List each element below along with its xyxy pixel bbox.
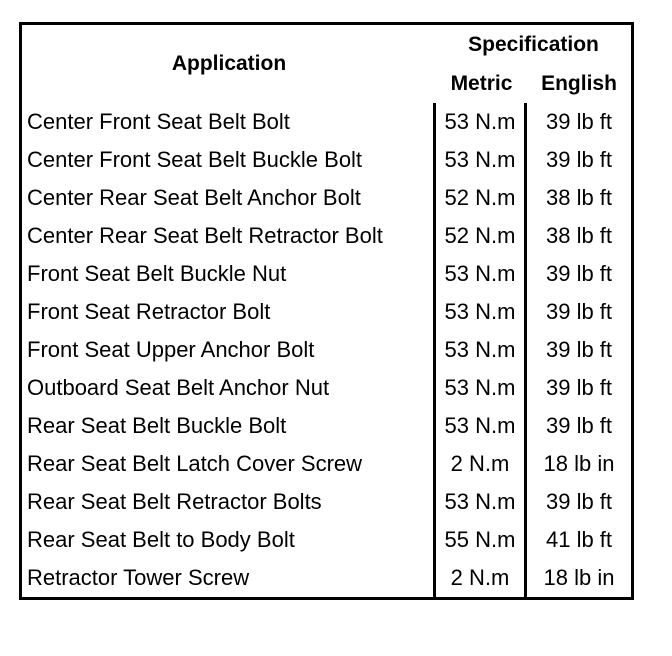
table-row [22,179,631,217]
cell-application: Center Rear Seat Belt Anchor Bolt [22,179,436,217]
cell-application: Outboard Seat Belt Anchor Nut [22,369,436,407]
cell-application: Front Seat Belt Buckle Nut [22,255,436,293]
table-row [22,293,631,331]
cell-metric: 53 N.m [436,293,527,331]
table-row [22,217,631,255]
cell-application: Front Seat Upper Anchor Bolt [22,331,436,369]
cell-application: Center Rear Seat Belt Retractor Bolt [22,217,436,255]
cell-metric: 53 N.m [436,255,527,293]
cell-metric: 53 N.m [436,407,527,445]
cell-english: 38 lb ft [545,223,613,248]
header-metric: Metric [450,71,513,95]
cell-metric: 2 N.m [436,559,527,597]
cell-application: Center Front Seat Belt Buckle Bolt [22,141,436,179]
header-application: Application [171,52,287,75]
table-row [22,255,631,293]
table-header [22,25,631,103]
header-english: English [541,71,617,95]
table-row [22,369,631,407]
cell-metric: 2 N.m [436,445,527,483]
cell-metric: 53 N.m [436,331,527,369]
table-body [22,103,631,597]
specification-table [19,22,634,600]
table-row [22,559,631,597]
cell-application: Retractor Tower Screw [22,559,436,597]
cell-metric: 53 N.m [436,141,527,179]
cell-english: 39 lb ft [545,261,613,286]
cell-application: Rear Seat Belt to Body Bolt [22,521,436,559]
table-row [22,521,631,559]
table-row [22,141,631,179]
cell-metric: 53 N.m [436,103,527,141]
cell-application: Rear Seat Belt Latch Cover Screw [22,445,436,483]
cell-application: Rear Seat Belt Retractor Bolts [22,483,436,521]
cell-application: Front Seat Retractor Bolt [22,293,436,331]
cell-english: 39 lb ft [545,147,613,172]
table-row [22,445,631,483]
cell-english: 18 lb in [543,451,615,476]
cell-english: 39 lb ft [545,109,613,134]
cell-english: 39 lb ft [545,337,613,362]
cell-english: 39 lb ft [545,489,613,514]
cell-english: 18 lb in [543,565,615,590]
cell-english: 39 lb ft [545,375,613,400]
cell-metric: 55 N.m [436,521,527,559]
cell-english: 41 lb ft [545,527,613,552]
header-specification: Specification [468,32,599,56]
cell-application: Center Front Seat Belt Bolt [22,103,436,141]
cell-metric: 53 N.m [436,369,527,407]
cell-english: 39 lb ft [545,413,613,438]
cell-metric: 53 N.m [436,483,527,521]
cell-application: Rear Seat Belt Buckle Bolt [22,407,436,445]
table-row [22,103,631,141]
cell-metric: 52 N.m [436,217,527,255]
table-row [22,483,631,521]
table-row [22,331,631,369]
cell-english: 38 lb ft [545,185,613,210]
cell-english: 39 lb ft [545,299,613,324]
table-row [22,407,631,445]
cell-metric: 52 N.m [436,179,527,217]
